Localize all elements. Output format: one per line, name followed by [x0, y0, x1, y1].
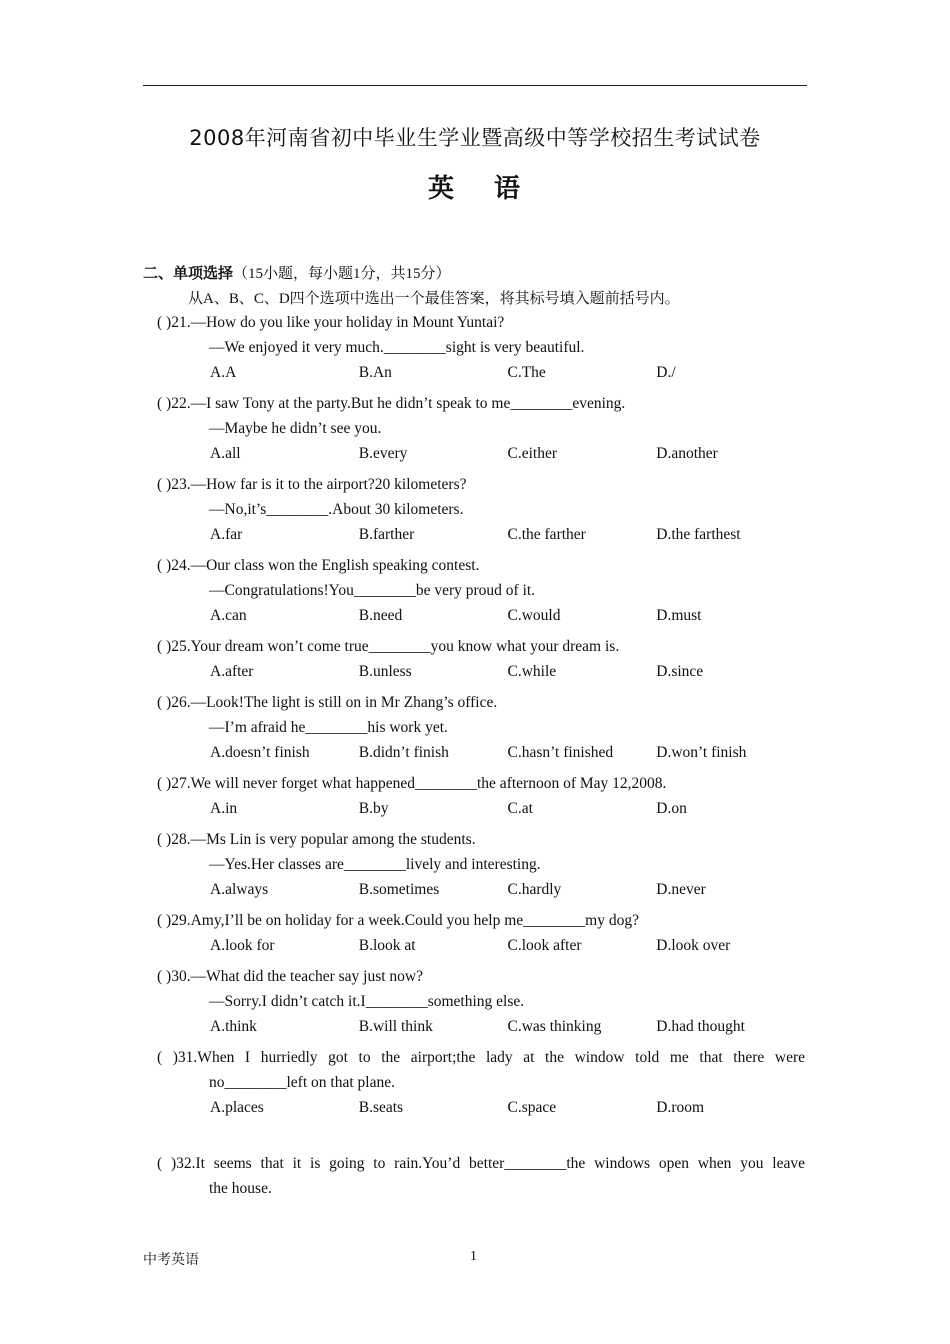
option-a: A.after — [210, 663, 254, 680]
question-31 — [157, 1045, 805, 1120]
option-d: D.the farthest — [656, 526, 741, 543]
option-b: B.farther — [358, 526, 415, 543]
option-b: B.will think — [358, 1018, 433, 1035]
question-response: —Yes.Her classes are________lively and interesting. — [209, 856, 541, 873]
options — [157, 603, 805, 628]
option-d: D.never — [656, 881, 706, 898]
options — [157, 659, 805, 684]
question-stem: ( )29.Amy,I’ll be on holiday for a week.Could you help me________my dog? — [157, 912, 639, 929]
option-b: B.by — [358, 800, 389, 817]
options — [157, 740, 805, 765]
option-a: A.always — [210, 881, 269, 898]
option-c: C.while — [507, 663, 557, 680]
question-stem: ( )31.When I hurriedly got to the airport;the lady at the window told me that there were — [157, 1049, 805, 1066]
options — [157, 877, 805, 902]
option-d: D.had thought — [656, 1018, 745, 1035]
options — [157, 1014, 805, 1039]
option-d: D.since — [656, 663, 704, 680]
option-a: A.in — [210, 800, 238, 817]
question-response: —I’m afraid he________his work yet. — [209, 719, 448, 736]
section-instruction: 从A、B、C、D四个选项中选出一个最佳答案，将其标号填入题前括号内。 — [188, 291, 680, 307]
question-stem: ( )24.—Our class won the English speaking contest. — [157, 557, 480, 574]
option-a: A.all — [210, 445, 241, 462]
question-25 — [157, 634, 805, 684]
question-26 — [157, 690, 805, 765]
section-heading — [143, 262, 451, 283]
option-c: C.either — [507, 445, 557, 462]
section-heading-label: 二、单项选择 — [143, 264, 234, 282]
options — [157, 933, 805, 958]
subject-title — [0, 168, 950, 205]
option-b: B.unless — [358, 663, 412, 680]
option-a: A.far — [210, 526, 243, 543]
exam-title: 2008年河南省初中毕业生学业暨高级中等学校招生考试试卷 — [189, 126, 761, 150]
options — [157, 522, 805, 547]
option-b: B.sometimes — [358, 881, 440, 898]
option-b: B.every — [358, 445, 408, 462]
question-stem: ( )22.—I saw Tony at the party.But he didn’t speak to me________evening. — [157, 395, 626, 412]
question-29 — [157, 908, 805, 958]
option-c: C.look after — [507, 937, 582, 954]
option-c: C.hardly — [507, 881, 562, 898]
option-c: C.The — [507, 364, 546, 381]
option-d: D.another — [656, 445, 718, 462]
question-stem-continued: no________left on that plane. — [209, 1074, 395, 1091]
question-32 — [157, 1151, 805, 1201]
question-24 — [157, 553, 805, 628]
option-d: D.must — [656, 607, 702, 624]
option-a: A.look for — [210, 937, 275, 954]
question-22 — [157, 391, 805, 466]
question-stem: ( )26.—Look!The light is still on in Mr Zhang’s office. — [157, 694, 498, 711]
option-c: C.was thinking — [507, 1018, 602, 1035]
option-b: B.seats — [358, 1099, 404, 1116]
subject-char-1: 英 — [427, 174, 456, 204]
option-b: B.An — [358, 364, 392, 381]
question-stem: ( )25.Your dream won’t come true________you know what your dream is. — [157, 638, 620, 655]
option-c: C.hasn’t finished — [507, 744, 614, 761]
option-d: D.won’t finish — [656, 744, 747, 761]
option-c: C.space — [507, 1099, 557, 1116]
options — [157, 360, 805, 385]
options — [157, 1095, 805, 1120]
option-c: C.would — [507, 607, 561, 624]
question-stem: ( )23.—How far is it to the airport?20 kilometers? — [157, 476, 467, 493]
page-number: 1 — [470, 1249, 477, 1264]
footer-label: 中考英语 — [143, 1253, 199, 1268]
option-a: A.A — [210, 364, 237, 381]
question-21 — [157, 310, 805, 385]
question-27 — [157, 771, 805, 821]
question-stem: ( )30.—What did the teacher say just now? — [157, 968, 423, 985]
question-30 — [157, 964, 805, 1039]
question-stem-continued: the house. — [209, 1180, 272, 1197]
option-d: D.on — [656, 800, 687, 817]
option-b: B.look at — [358, 937, 416, 954]
subject-char-2: 语 — [494, 174, 523, 204]
option-b: B.need — [358, 607, 403, 624]
question-response: —Maybe he didn’t see you. — [209, 420, 382, 437]
options — [157, 796, 805, 821]
option-d: D.room — [656, 1099, 705, 1116]
option-d: D.look over — [656, 937, 731, 954]
question-stem: ( )21.—How do you like your holiday in Mount Yuntai? — [157, 314, 505, 331]
option-d: D./ — [656, 364, 676, 381]
question-response: —We enjoyed it very much.________sight is very beautiful. — [209, 339, 585, 356]
question-response: —Congratulations!You________be very proud of it. — [209, 582, 536, 599]
question-stem: ( )28.—Ms Lin is very popular among the students. — [157, 831, 476, 848]
options — [157, 441, 805, 466]
option-a: A.think — [210, 1018, 257, 1035]
option-a: A.places — [210, 1099, 264, 1116]
section-heading-meta: （15小题，每小题1分，共15分） — [233, 266, 451, 282]
option-c: C.at — [507, 800, 533, 817]
top-rule — [143, 85, 807, 86]
option-c: C.the farther — [507, 526, 586, 543]
option-a: A.doesn’t finish — [210, 744, 310, 761]
question-stem: ( )32.It seems that it is going to rain.You’d better________the windows open when you leave — [157, 1155, 805, 1172]
question-23 — [157, 472, 805, 547]
question-response: —Sorry.I didn’t catch it.I________something else. — [209, 993, 525, 1010]
option-a: A.can — [210, 607, 247, 624]
option-b: B.didn’t finish — [358, 744, 449, 761]
question-28 — [157, 827, 805, 902]
question-response: —No,it’s________.About 30 kilometers. — [209, 501, 464, 518]
question-stem: ( )27.We will never forget what happened________the afternoon of May 12,2008. — [157, 775, 667, 792]
